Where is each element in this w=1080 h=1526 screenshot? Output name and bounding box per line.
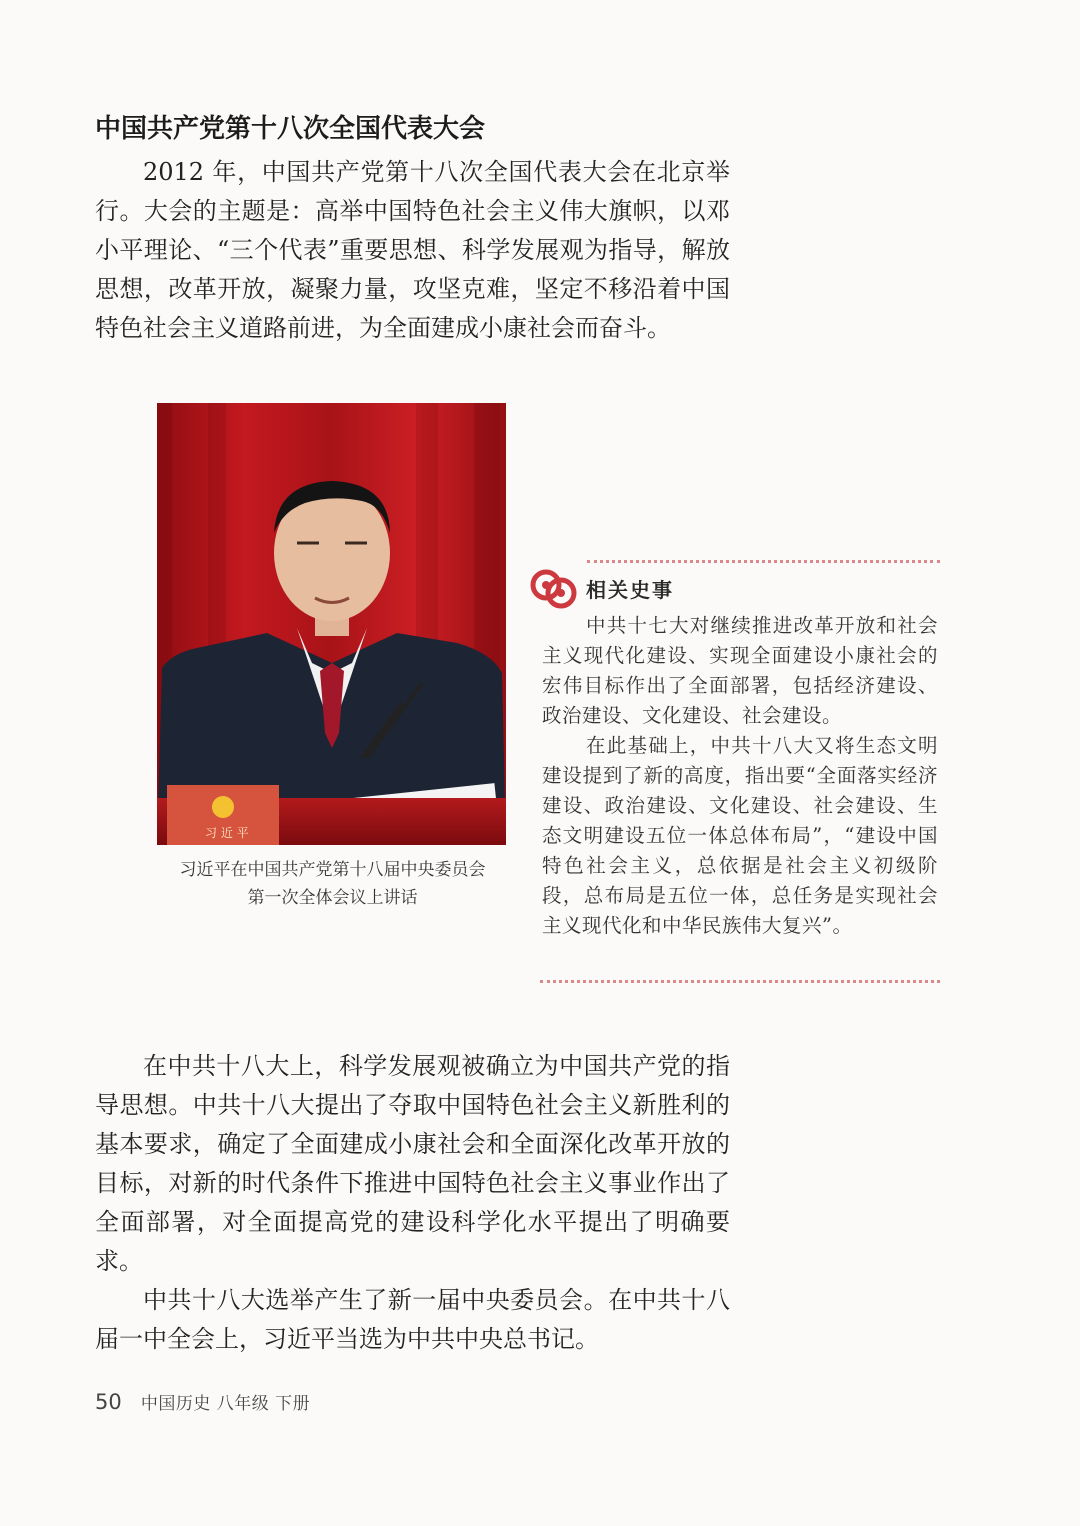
caption-line-2: 第一次全体会议上讲话 [247,888,418,908]
book-title: 中国历史 八年级 下册 [140,1394,311,1414]
page-footer [95,1389,310,1414]
congress-photo [157,403,506,845]
paragraph-central-committee: 中共十八大选举产生了新一届中央委员会。在中共十八届一中全会上，习近平当选为中共中央总书记。 [95,1286,730,1353]
speaker-photo-illustration [157,403,506,845]
main-paragraphs [95,1047,730,1359]
related-history-box [540,560,940,985]
svg-text:习 近 平: 习 近 平 [205,826,249,840]
paragraph-guiding-ideology: 在中共十八大上，科学发展观被确立为中国共产党的指导思想。中共十八大提出了夺取中国特色社会主义新胜利的基本要求，确定了全面建成小康社会和全面深化改革开放的目标，对新的时代条件下推进中国特色社会主义事业作出了全面部署，对全面提高党的建设科学化水平提出了明确要求。 [95,1052,730,1275]
caption-line-1: 习近平在中国共产党第十八届中央委员会 [179,860,486,880]
paragraph-congress-theme: 2012 年，中国共产党第十八次全国代表大会在北京举行。大会的主题是：高举中国特色社会主义伟大旗帜，以邓小平理论、“三个代表”重要思想、科学发展观为指导，解放思想，改革开放，凝聚力量，攻坚克难，坚定不移沿着中国特色社会主义道路前进，为全面建成小康社会而奋斗。 [95,158,730,342]
section-title: 中国共产党第十八次全国代表大会 [95,114,486,144]
sidebar-paragraph-2: 在此基础上，中共十八大又将生态文明建设提到了新的高度，指出要“全面落实经济建设、政治建设、文化建设、社会建设、生态文明建设五位一体总体布局”，“建设中国特色社会主义，总依据是社会主义初级阶段，总布局是五位一体，总任务是实现社会主义现代化和中华民族伟大复兴”。 [542,734,938,937]
photo-caption [155,856,510,912]
sidebar-bottom-divider [540,980,940,983]
sidebar-body [542,611,938,941]
intro-paragraph [95,153,730,348]
related-history-icon [528,565,580,615]
sidebar-title: 相关史事 [586,578,674,602]
sidebar-top-divider [587,560,940,563]
page-number: 50 [95,1390,122,1414]
sidebar-paragraph-1: 中共十七大对继续推进改革开放和社会主义现代化建设、实现全面建设小康社会的宏伟目标作出了全面部署，包括经济建设、政治建设、文化建设、社会建设。 [542,614,938,727]
